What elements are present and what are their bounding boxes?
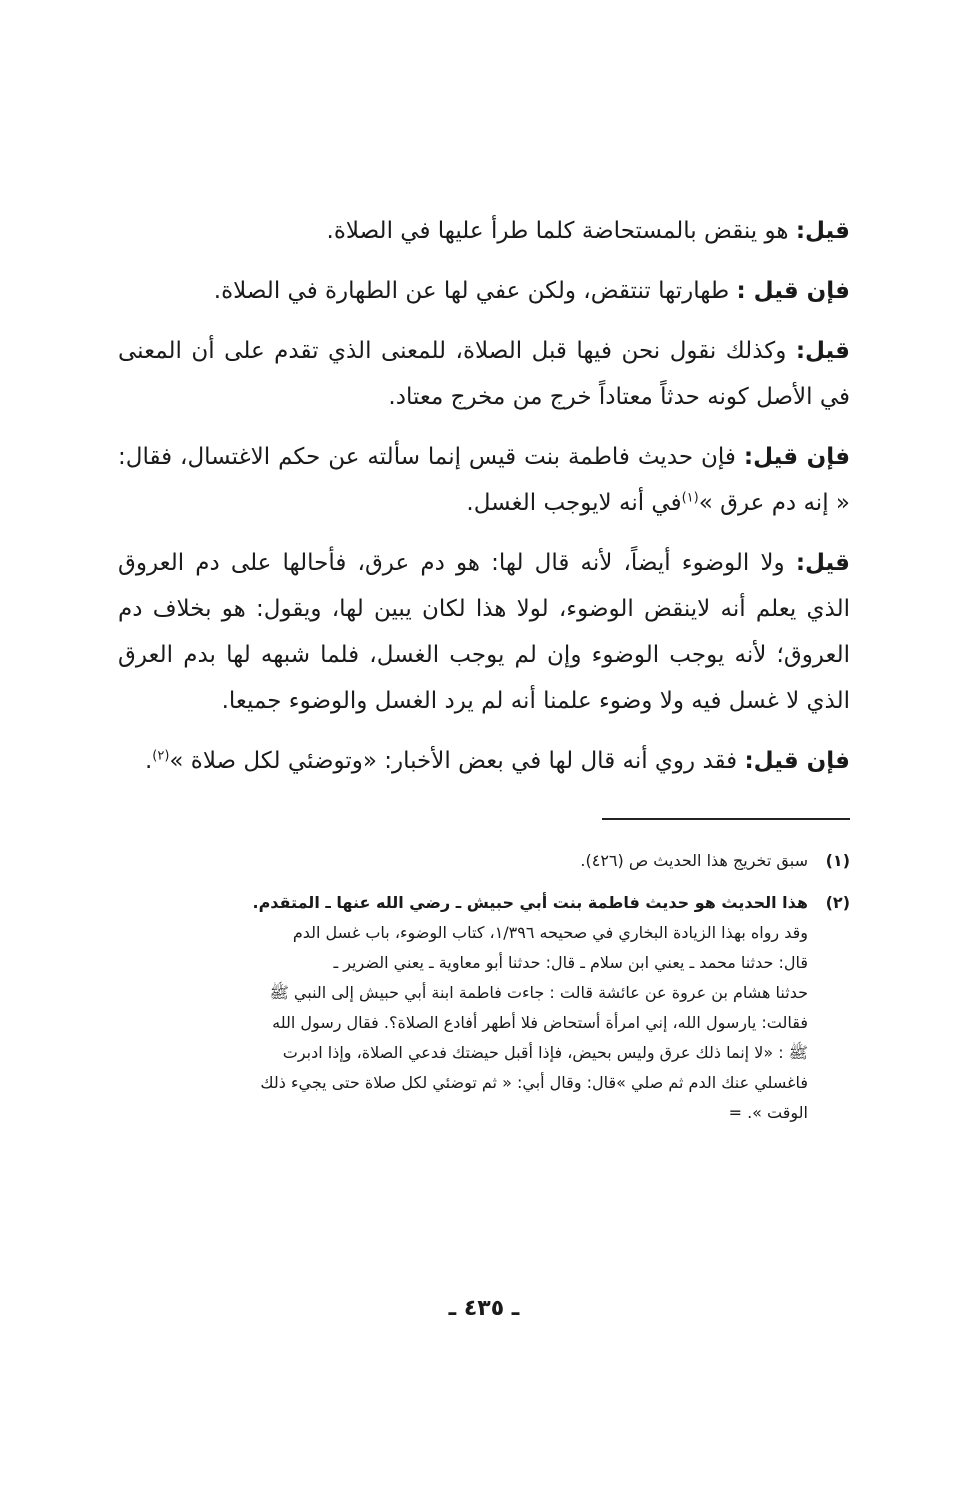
footnote-line: قال: حدثنا محمد ـ يعني ابن سلام ـ قال: حدثنا أبو معاوية ـ يعني الضرير ـ (333, 953, 808, 972)
paragraph-2 (118, 268, 850, 314)
footnote-text (118, 846, 808, 876)
footnote-reference-2: (٢) (152, 748, 170, 764)
page-number: ـ ٤٣٥ ـ (448, 1296, 520, 1321)
footnote-separator (602, 818, 850, 820)
paragraph-text: فقد روي أنه قال لها في بعض الأخبار: «وتوضئي لكل صلاة » (169, 748, 745, 774)
paragraph-3 (118, 328, 850, 420)
footnote-number: (٢) (825, 893, 850, 912)
footnote-line: وقد رواه بهذا الزيادة البخاري في صحيحه ١/٣٩٦، كتاب الوضوء، باب غسل الدم (292, 923, 808, 942)
paragraph-lead: قيل: (795, 550, 850, 576)
paragraph-text-after: في أنه لايوجب الغسل. (466, 490, 682, 516)
paragraph-4 (118, 434, 850, 526)
footnote-line: هذا الحديث هو حديث فاطمة بنت أبي حبيش ـ رضي الله عنها ـ المتقدم. (252, 893, 808, 912)
paragraph-lead: فإن قيل : (736, 278, 850, 304)
paragraph-lead: فإن قيل: (743, 444, 851, 470)
footnote-2 (118, 888, 850, 1128)
footnote-line: سبق تخريج هذا الحديث ص (٤٢٦). (580, 851, 808, 870)
paragraph-lead: قيل: (795, 338, 850, 364)
paragraph-text-after: . (144, 748, 153, 774)
footnote-line: فاغسلي عنك الدم ثم صلي »قال: وقال أبي: « ثم توضئي لكل صلاة حتى يجيء ذلك (260, 1073, 808, 1092)
paragraph-5 (118, 540, 850, 724)
footnote-number: (١) (825, 851, 850, 870)
paragraph-6 (118, 738, 850, 784)
paragraph-lead: فإن قيل: (744, 748, 850, 774)
paragraph-1 (118, 208, 850, 254)
footnote-line: حدثنا هشام بن عروة عن عائشة قالت : جاءت فاطمة ابنة أبي حبيش إلى النبي ﷺ (269, 983, 808, 1002)
paragraph-text: فإن حديث فاطمة بنت قيس إنما سألته عن حكم الاغتسال، فقال: « إنه دم عرق » (118, 444, 850, 516)
footnote-line: ﷺ : «لا إنما ذلك عرق وليس بحيض، فإذا أقبل حيضتك فدعي الصلاة، وإذا ادبرت (282, 1043, 808, 1062)
paragraph-lead: قيل: (795, 218, 850, 244)
paragraph-text: طهارتها تنتقض، ولكن عفي لها عن الطهارة في الصلاة. (213, 278, 737, 304)
paragraph-text: هو ينقض بالمستحاضة كلما طرأ عليها في الصلاة. (326, 218, 796, 244)
footnote-line: فقالت: يارسول الله، إني امرأة أستحاض فلا أطهر أفادع الصلاة؟. فقال رسول الله (272, 1013, 808, 1032)
paragraph-text: وكذلك نقول نحن فيها قبل الصلاة، للمعنى الذي تقدم على أن المعنى في الأصل كونه حدثاً معتاداً خرج من مخرج معتاد. (118, 338, 850, 410)
footnote-1 (118, 846, 850, 876)
footnote-reference-1: (١) (681, 490, 699, 506)
page-body (118, 208, 850, 1140)
footnote-line: الوقت ». = (728, 1103, 808, 1122)
paragraph-text: ولا الوضوء أيضاً، لأنه قال لها: هو دم عرق، فأحالها على دم العروق الذي يعلم أنه لاينقض الوضوء، لولا هذا لكان يبين لها، ويقول: هو بخلاف دم العروق؛ لأنه يوجب الوضوء وإن لم يوجب الغسل، فلما شبهه لها بدم العرق الذي لا غسل فيه ولا وضوء علمنا أنه لم يرد الغسل والوضوء جميعا. (118, 550, 850, 714)
footnote-text (118, 888, 808, 1128)
